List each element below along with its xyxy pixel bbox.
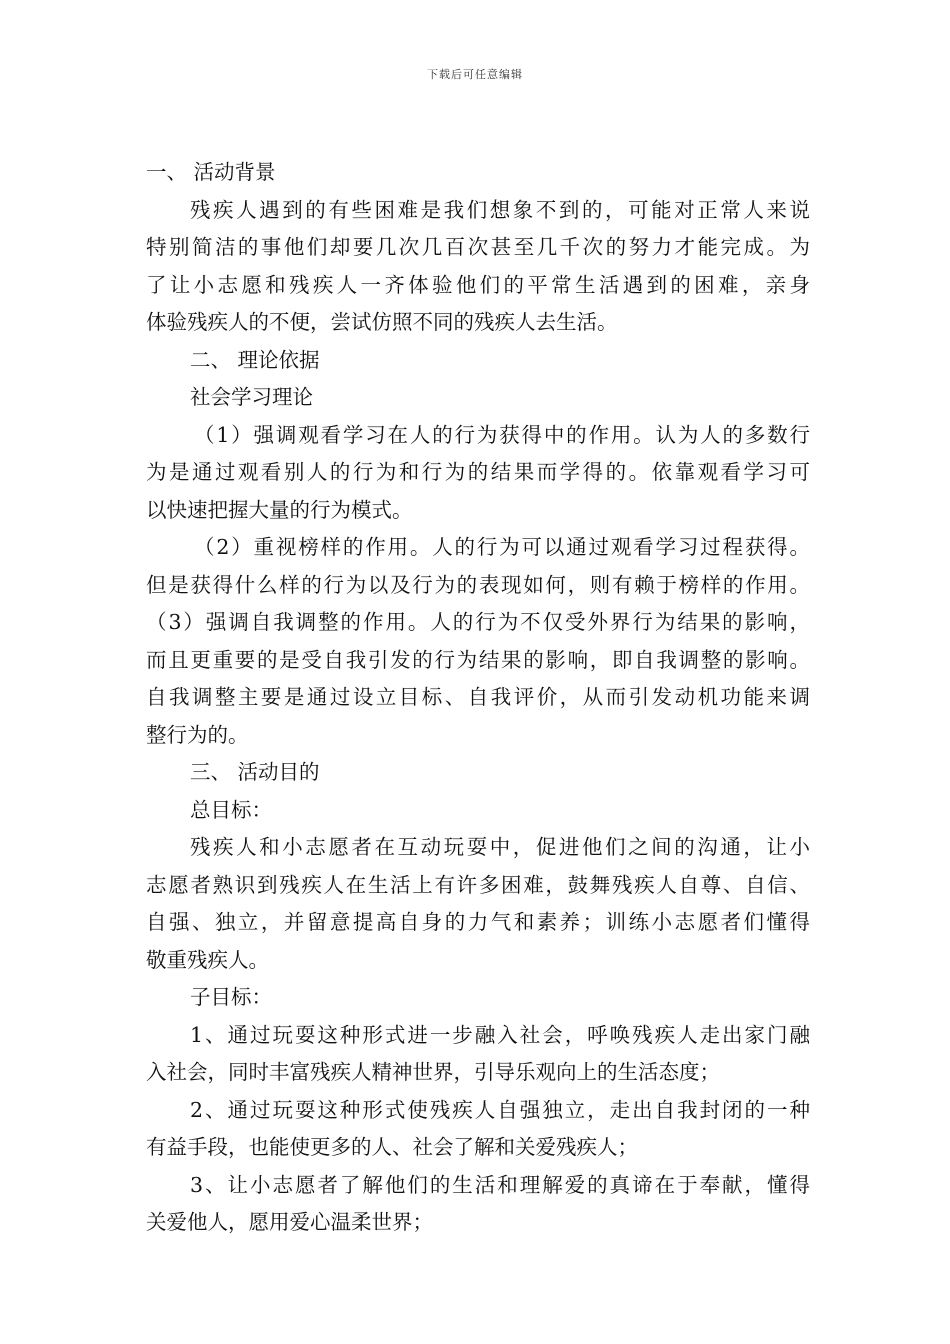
line-paragraph: 为是通过观看别人的行为和行为的结果而学得的。依靠观看学习可: [146, 460, 810, 484]
document-body: [146, 154, 810, 1242]
line-section-3-heading: 三、 活动目的: [190, 760, 320, 784]
line-list-item: 3、让小志愿者了解他们的生活和理解爱的真谛在于奉献，懂得: [190, 1172, 810, 1197]
line-paragraph: （1）强调观看学习在人的行为获得中的作用。认为人的多数行: [194, 422, 810, 447]
line-list-item: 2、通过玩耍这种形式使残疾人自强独立，走出自我封闭的一种: [190, 1097, 810, 1122]
line-paragraph: 但是获得什么样的行为以及行为的表现如何，则有赖于榜样的作用。: [146, 572, 810, 597]
line-paragraph: （3）强调自我调整的作用。人的行为不仅受外界行为结果的影响，: [146, 610, 810, 634]
line-subheading: 子目标：: [190, 985, 272, 1009]
line-paragraph: （2）重视榜样的作用。人的行为可以通过观看学习过程获得。: [194, 535, 810, 559]
line-paragraph: 自我调整主要是通过设立目标、自我评价，从而引发动机功能来调: [146, 685, 810, 709]
line-paragraph: 而且更重要的是受自我引发的行为结果的影响，即自我调整的影响。: [146, 647, 810, 672]
line-list-item: 关爱他人，愿用爱心温柔世界；: [146, 1210, 433, 1234]
line-list-item: 1、通过玩耍这种形式进一步融入社会，呼唤残疾人走出家门融: [190, 1022, 810, 1047]
line-paragraph: 特别简洁的事他们却要几次几百次甚至几千次的努力才能完成。为: [146, 235, 810, 259]
line-paragraph: 整行为的。: [146, 722, 249, 747]
page-header-note: 下载后可任意编辑: [427, 68, 523, 81]
line-paragraph: 以快速把握大量的行为模式。: [146, 497, 413, 522]
line-paragraph: 自强、独立，并留意提高自身的力气和素养；训练小志愿者们懂得: [146, 910, 810, 934]
line-list-item: 有益手段，也能使更多的人、社会了解和关爱残疾人；: [146, 1135, 638, 1159]
line-paragraph: 了让小志愿和残疾人一齐体验他们的平常生活遇到的困难，亲身: [146, 272, 810, 297]
line-subheading: 社会学习理论: [190, 385, 313, 409]
line-paragraph: 敬重残疾人。: [146, 947, 269, 972]
line-paragraph: 残疾人遇到的有些困难是我们想象不到的，可能对正常人来说: [190, 197, 810, 222]
line-section-1-heading: 一、 活动背景: [146, 160, 276, 184]
line-section-2-heading: 二、 理论依据: [190, 347, 320, 372]
line-paragraph: 残疾人和小志愿者在互动玩耍中，促进他们之间的沟通，让小: [190, 835, 810, 859]
line-paragraph: 体验残疾人的不便，尝试仿照不同的残疾人去生活。: [146, 310, 618, 334]
line-list-item: 入社会，同时丰富残疾人精神世界，引导乐观向上的生活态度；: [146, 1060, 720, 1084]
line-subheading: 总目标：: [190, 797, 272, 822]
line-paragraph: 志愿者熟识到残疾人在生活上有许多困难，鼓舞残疾人自尊、自信、: [146, 872, 810, 897]
